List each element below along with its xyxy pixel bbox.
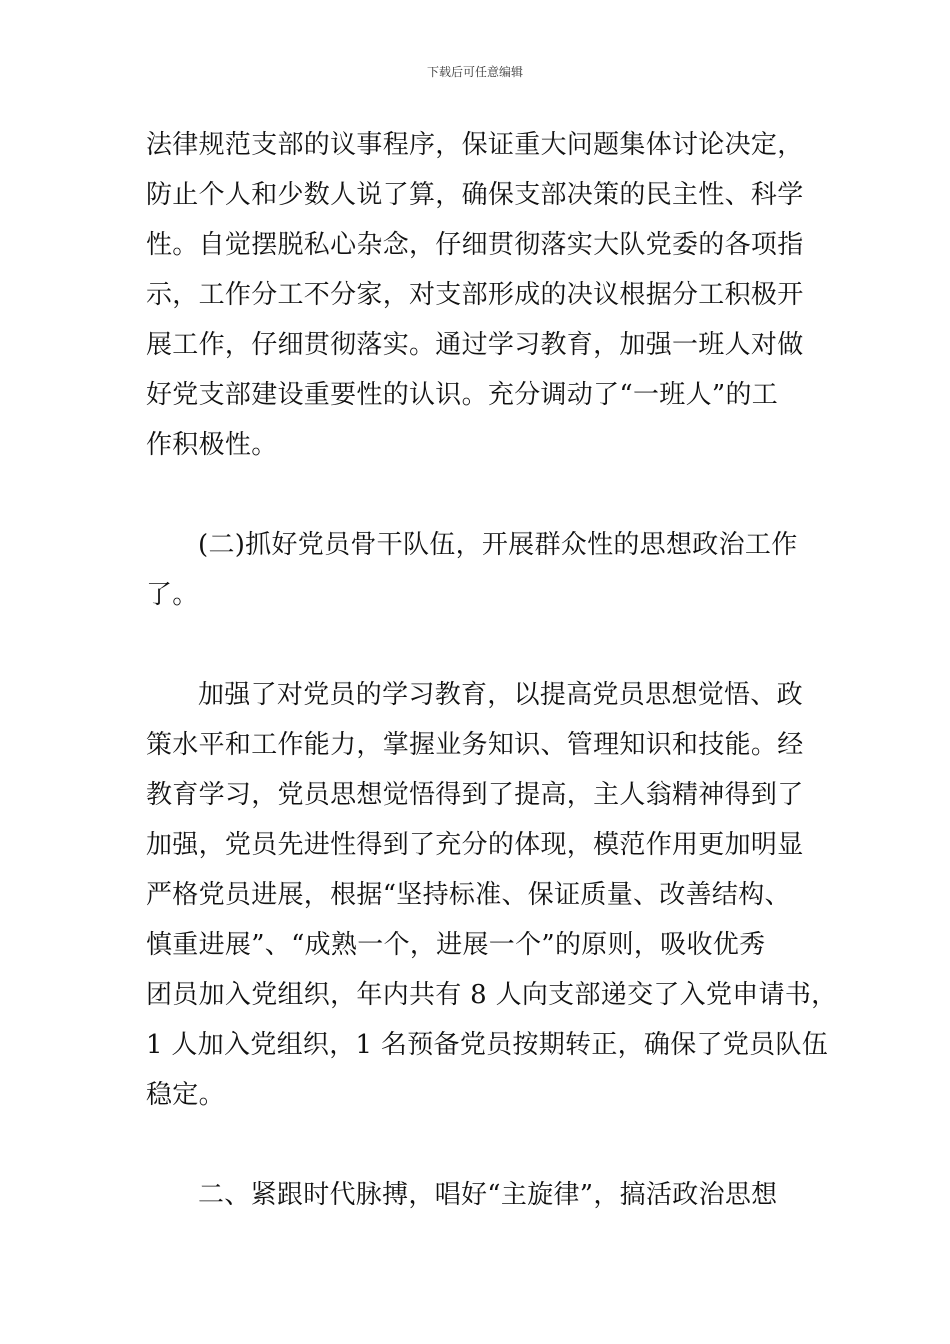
paragraph-line: 法律规范支部的议事程序，保证重大问题集体讨论决定， — [146, 130, 804, 160]
paragraph-line: 严格党员进展，根据“坚持标准、保证质量、改善结构、 — [146, 880, 791, 910]
paragraph-spacer — [146, 470, 810, 520]
paragraph-line: 示，工作分工不分家，对支部形成的决议根据分工积极开 — [146, 280, 804, 310]
paragraph-line: 二、紧跟时代脉搏，唱好“主旋律”，搞活政治思想 — [198, 1180, 778, 1210]
paragraph-line: 防止个人和少数人说了算，确保支部决策的民主性、科学 — [146, 180, 804, 210]
paragraph-line: 性。自觉摆脱私心杂念，仔细贯彻落实大队党委的各项指 — [146, 230, 804, 260]
paragraph-line: 稳定。 — [146, 1080, 225, 1110]
paragraph-4-section-heading — [146, 1170, 810, 1220]
paragraph-line: 团员加入党组织，年内共有 8 人向支部递交了入党申请书， — [146, 980, 838, 1010]
paragraph-line: 展工作，仔细贯彻落实。通过学习教育，加强一班人对做 — [146, 330, 804, 360]
page-header: 下载后可任意编辑 — [426, 65, 523, 79]
paragraph-line: 1 人加入党组织，1 名预备党员按期转正，确保了党员队伍 — [146, 1030, 829, 1060]
paragraph-line: 作积极性。 — [146, 430, 278, 460]
paragraph-line: 策水平和工作能力，掌握业务知识、管理知识和技能。经 — [146, 730, 804, 760]
document-body — [146, 120, 838, 1220]
paragraph-2-section-heading — [146, 520, 810, 620]
paragraph-line: 好党支部建设重要性的认识。充分调动了“一班人”的工 — [146, 380, 779, 410]
paragraph-line: 慎重进展”、“成熟一个，进展一个”的原则，吸收优秀 — [146, 930, 766, 960]
paragraph-line: 加强，党员先进性得到了充分的体现，模范作用更加明显 — [146, 830, 804, 860]
paragraph-3 — [146, 670, 838, 1120]
paragraph-line: 教育学习，党员思想觉悟得到了提高，主人翁精神得到了 — [146, 780, 804, 810]
paragraph-1 — [146, 120, 810, 470]
paragraph-spacer — [146, 620, 810, 670]
paragraph-line: 了。 — [146, 580, 199, 610]
paragraph-spacer — [146, 1120, 810, 1170]
paragraph-line: 加强了对党员的学习教育，以提高党员思想觉悟、政 — [198, 680, 803, 710]
paragraph-line: (二)抓好党员骨干队伍，开展群众性的思想政治工作 — [198, 530, 798, 560]
